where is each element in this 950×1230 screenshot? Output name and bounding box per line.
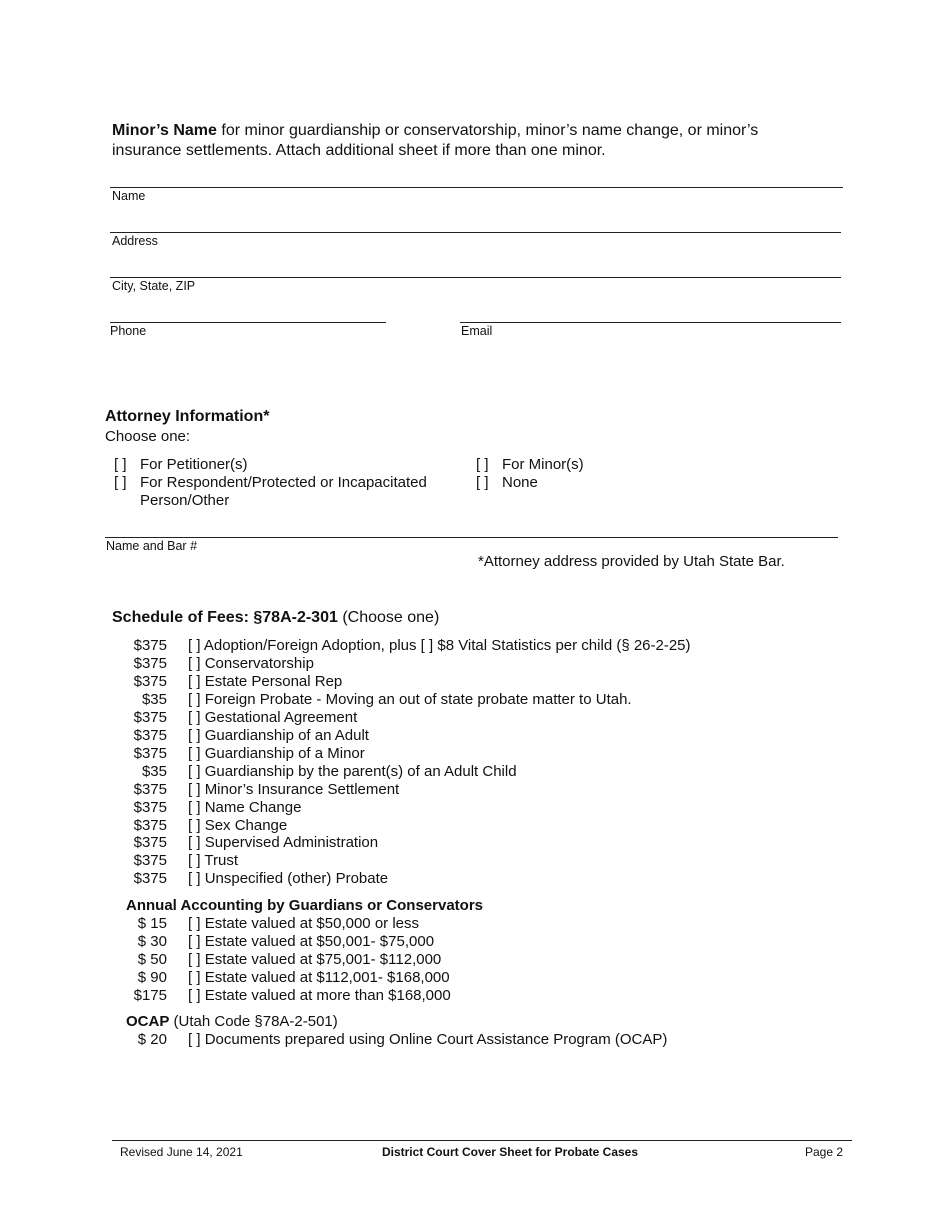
fee-desc: Estate valued at $50,001- $75,000	[204, 933, 435, 950]
checkbox[interactable]: [ ]	[188, 709, 201, 726]
address-label: Address	[112, 234, 158, 248]
fee-amount: $375	[133, 727, 167, 744]
footer-divider	[112, 1140, 852, 1141]
checkbox[interactable]: [ ]	[188, 852, 201, 869]
attorney-choose-label: Choose one:	[105, 428, 191, 445]
fee-amount: $ 20	[137, 1031, 167, 1048]
fee-desc: Adoption/Foreign Adoption, plus [ ] $8 Vital Statistics per child (§ 26-2-25)	[203, 637, 691, 654]
fee-desc: Estate Personal Rep	[204, 673, 343, 690]
checkbox[interactable]: [ ]	[188, 933, 201, 950]
checkbox[interactable]: [ ]	[188, 763, 201, 780]
checkbox[interactable]: [ ]	[188, 834, 201, 851]
fee-row[interactable]	[112, 915, 419, 933]
fee-desc: Guardianship by the parent(s) of an Adult Child	[204, 763, 517, 780]
email-label: Email	[461, 324, 493, 338]
fee-row[interactable]	[112, 951, 441, 969]
fee-amount: $375	[133, 655, 167, 672]
option-label: For Minor(s)	[502, 456, 584, 473]
accounting-heading-text: Annual Accounting by Guardians or Conservators	[126, 897, 483, 914]
fee-desc: Guardianship of a Minor	[204, 745, 365, 762]
fee-amount: $ 15	[137, 915, 167, 932]
fee-desc: Estate valued at $50,000 or less	[204, 915, 419, 932]
fee-desc: Trust	[204, 852, 239, 869]
fee-row[interactable]	[112, 987, 451, 1005]
fee-desc: Supervised Administration	[204, 834, 379, 851]
checkbox[interactable]: [ ]	[188, 987, 201, 1004]
fee-row[interactable]	[112, 852, 238, 870]
fee-desc: Estate valued at more than $168,000	[204, 987, 451, 1004]
fee-desc: Estate valued at $112,001- $168,000	[204, 969, 450, 986]
fee-amount: $375	[133, 817, 167, 834]
minor-heading: Minor’s Name	[112, 122, 217, 139]
checkbox[interactable]: [ ]	[476, 456, 489, 473]
fee-row[interactable]	[112, 763, 517, 781]
checkbox[interactable]: [ ]	[188, 637, 201, 654]
fee-amount: $375	[133, 834, 167, 851]
fee-row[interactable]	[112, 834, 378, 852]
fee-row[interactable]	[112, 673, 342, 691]
checkbox[interactable]: [ ]	[476, 474, 489, 491]
fee-desc: Conservatorship	[204, 655, 314, 672]
checkbox[interactable]: [ ]	[188, 951, 201, 968]
fee-row[interactable]	[112, 727, 369, 745]
checkbox[interactable]: [ ]	[188, 915, 201, 932]
minor-instructions-text: for minor guardianship or conservatorship, minor’s name change, or minor’s insurance settlements. Attach additional sheet if more than one minor.	[112, 122, 759, 159]
minor-instructions	[112, 121, 832, 161]
fee-amount: $375	[133, 745, 167, 762]
fee-row[interactable]	[112, 637, 691, 655]
footer-revised-date: Revised June 14, 2021	[120, 1145, 243, 1159]
fee-amount: $375	[133, 673, 167, 690]
fee-desc: Foreign Probate - Moving an out of state probate matter to Utah.	[204, 691, 632, 708]
fee-row[interactable]	[112, 870, 388, 888]
footer-page-number: Page 2	[805, 1145, 844, 1159]
city-state-zip-label: City, State, ZIP	[112, 279, 196, 293]
footer-title: District Court Cover Sheet for Probate Cases	[381, 1145, 639, 1159]
fee-amount: $35	[141, 691, 167, 708]
fee-desc: Name Change	[204, 799, 302, 816]
fee-row[interactable]	[112, 969, 450, 987]
fee-desc: Minor’s Insurance Settlement	[204, 781, 400, 798]
fee-amount: $375	[133, 637, 167, 654]
name-line[interactable]	[110, 187, 843, 188]
fee-desc: Sex Change	[204, 817, 288, 834]
fees-title	[112, 609, 439, 627]
fee-row[interactable]	[112, 799, 301, 817]
accounting-heading	[126, 897, 483, 914]
fee-row[interactable]	[112, 1031, 667, 1049]
fee-amount: $ 90	[137, 969, 167, 986]
name-and-bar-line[interactable]	[105, 537, 838, 538]
checkbox[interactable]: [ ]	[188, 817, 201, 834]
checkbox[interactable]: [ ]	[188, 727, 201, 744]
fee-amount: $ 30	[137, 933, 167, 950]
email-line[interactable]	[460, 322, 841, 323]
option-for-respondent[interactable]	[114, 474, 445, 510]
fee-row[interactable]	[112, 691, 632, 709]
checkbox[interactable]: [ ]	[188, 673, 201, 690]
name-label: Name	[112, 189, 146, 203]
option-label: For Petitioner(s)	[140, 456, 248, 473]
fee-row[interactable]	[112, 655, 314, 673]
checkbox[interactable]: [ ]	[188, 799, 201, 816]
option-label: None	[502, 474, 538, 491]
checkbox[interactable]: [ ]	[188, 969, 201, 986]
option-for-petitioner[interactable]	[114, 456, 248, 474]
option-none[interactable]	[476, 474, 538, 492]
option-for-minor[interactable]	[476, 456, 584, 474]
phone-label: Phone	[110, 324, 147, 338]
attorney-heading: Attorney Information*	[105, 408, 270, 425]
fee-amount: $375	[133, 870, 167, 887]
fee-desc: Unspecified (other) Probate	[204, 870, 389, 887]
fee-row[interactable]	[112, 709, 357, 727]
checkbox[interactable]: [ ]	[188, 655, 201, 672]
checkbox[interactable]: [ ]	[188, 1031, 201, 1048]
checkbox[interactable]: [ ]	[188, 691, 201, 708]
fee-desc: Guardianship of an Adult	[204, 727, 369, 744]
fee-row[interactable]	[112, 781, 399, 799]
fee-desc: Estate valued at $75,001- $112,000	[204, 951, 442, 968]
checkbox[interactable]: [ ]	[188, 870, 201, 887]
fee-amount: $ 50	[137, 951, 167, 968]
fee-amount: $35	[141, 763, 167, 780]
fees-title-main: Schedule of Fees: §78A-2-301	[112, 609, 338, 626]
fee-desc: Documents prepared using Online Court Assistance Program (OCAP)	[204, 1031, 668, 1048]
checkbox[interactable]: [ ]	[114, 474, 127, 491]
fee-desc: Gestational Agreement	[204, 709, 358, 726]
fee-row[interactable]	[112, 817, 287, 835]
checkbox[interactable]: [ ]	[188, 781, 201, 798]
fee-amount: $375	[133, 781, 167, 798]
fee-amount: $375	[133, 852, 167, 869]
city-state-zip-line[interactable]	[110, 277, 841, 278]
ocap-heading-bold: OCAP	[126, 1013, 170, 1030]
option-label: For Respondent/Protected or Incapacitated Person/Other	[140, 474, 427, 509]
ocap-heading-rest: (Utah Code §78A-2-501)	[169, 1013, 338, 1030]
fee-row[interactable]	[112, 745, 365, 763]
address-line[interactable]	[110, 232, 841, 233]
phone-line[interactable]	[110, 322, 386, 323]
ocap-heading	[126, 1013, 338, 1030]
fee-amount: $175	[133, 987, 167, 1004]
fee-row[interactable]	[112, 933, 434, 951]
name-and-bar-label: Name and Bar #	[106, 539, 198, 553]
fee-amount: $375	[133, 709, 167, 726]
checkbox[interactable]: [ ]	[114, 456, 127, 473]
checkbox[interactable]: [ ]	[188, 745, 201, 762]
fees-title-note: (Choose one)	[337, 609, 440, 626]
attorney-address-note: *Attorney address provided by Utah State Bar.	[478, 553, 785, 570]
fee-amount: $375	[133, 799, 167, 816]
